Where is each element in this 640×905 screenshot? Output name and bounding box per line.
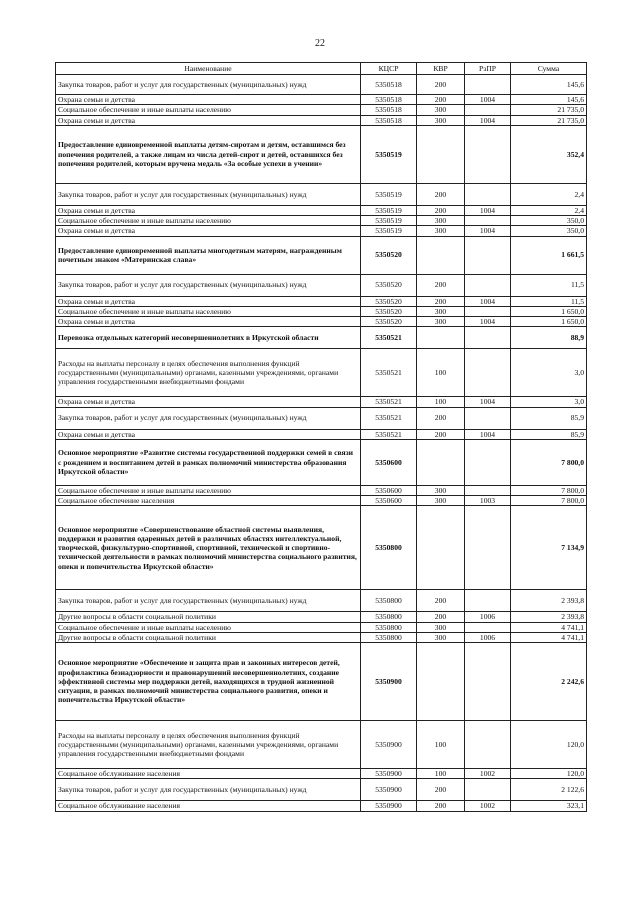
cell-sum: 4 741,1: [511, 632, 587, 642]
cell-kcsr: 5350600: [361, 485, 417, 495]
table-row: [56, 205, 587, 215]
table-row: [56, 349, 587, 397]
cell-name: Охрана семьи и детства: [56, 226, 361, 236]
cell-rzpr: [465, 407, 511, 429]
cell-sum: 1 661,5: [511, 236, 587, 274]
cell-kvr: 200: [417, 95, 465, 105]
cell-kvr: 200: [417, 75, 465, 95]
table-row: [56, 429, 587, 439]
cell-name: Охрана семьи и детства: [56, 296, 361, 306]
cell-name: Социальное обеспечение и иные выплаты населению: [56, 622, 361, 632]
table-row: [56, 306, 587, 316]
cell-name: Основное мероприятие «Развитие системы государственной поддержки семей в связи с рождением и воспитанием детей в рамках полномочий министерства образования Иркутской области»: [56, 439, 361, 485]
cell-kvr: [417, 327, 465, 349]
table-row: [56, 105, 587, 115]
cell-kcsr: 5350900: [361, 643, 417, 721]
table-row: [56, 317, 587, 327]
cell-kcsr: 5350521: [361, 349, 417, 397]
cell-kcsr: 5350800: [361, 506, 417, 590]
cell-rzpr: [465, 622, 511, 632]
cell-name: Основное мероприятие «Совершенствование областной системы выявления, поддержки и развития одаренных детей в различных областях интеллектуальной, творческой, физкультурно-спортивной, спортивной, технической и спортивно-технической деятельности в рамках полномочий министерства социального развития, опеки и попечительства Иркутской области»: [56, 506, 361, 590]
table-row: [56, 643, 587, 721]
cell-kvr: 200: [417, 205, 465, 215]
table-row: [56, 769, 587, 779]
table-row: [56, 590, 587, 612]
cell-name: Социальное обеспечение и иные выплаты населению: [56, 485, 361, 495]
cell-kcsr: 5350521: [361, 397, 417, 407]
cell-kcsr: 5350521: [361, 327, 417, 349]
cell-kvr: 200: [417, 183, 465, 205]
cell-kvr: [417, 125, 465, 183]
table-row: [56, 485, 587, 495]
cell-rzpr: [465, 236, 511, 274]
cell-name: Другие вопросы в области социальной политики: [56, 632, 361, 642]
cell-name: Расходы на выплаты персоналу в целях обеспечения выполнения функций государственными (муниципальными) органами, казенными учреждениями, органами управления государственными внебюджетными фондами: [56, 721, 361, 769]
cell-kvr: 300: [417, 226, 465, 236]
table-header-row: [56, 63, 587, 75]
cell-kvr: 100: [417, 397, 465, 407]
cell-name: Социальное обеспечение и иные выплаты населению: [56, 216, 361, 226]
cell-kvr: 200: [417, 429, 465, 439]
cell-kcsr: 5350800: [361, 622, 417, 632]
cell-sum: 7 800,0: [511, 439, 587, 485]
budget-table: [55, 62, 587, 812]
cell-kcsr: 5350521: [361, 407, 417, 429]
cell-name: Закупка товаров, работ и услуг для государственных (муниципальных) нужд: [56, 183, 361, 205]
cell-kcsr: 5350518: [361, 75, 417, 95]
cell-kvr: 100: [417, 769, 465, 779]
cell-kcsr: 5350519: [361, 183, 417, 205]
cell-kcsr: 5350520: [361, 296, 417, 306]
cell-kcsr: 5350800: [361, 590, 417, 612]
cell-kcsr: 5350520: [361, 236, 417, 274]
table-row: [56, 95, 587, 105]
cell-kvr: 300: [417, 632, 465, 642]
cell-name: Охрана семьи и детства: [56, 317, 361, 327]
cell-sum: 350,0: [511, 226, 587, 236]
cell-kvr: 300: [417, 216, 465, 226]
cell-kvr: 300: [417, 496, 465, 506]
cell-sum: 323,1: [511, 801, 587, 811]
header-kcsr: КЦСР: [361, 63, 417, 75]
cell-rzpr: 1004: [465, 205, 511, 215]
cell-name: Перевозка отдельных категорий несовершеннолетних в Иркутской области: [56, 327, 361, 349]
cell-kcsr: 5350520: [361, 306, 417, 316]
cell-name: Закупка товаров, работ и услуг для государственных (муниципальных) нужд: [56, 590, 361, 612]
cell-kcsr: 5350600: [361, 496, 417, 506]
cell-name: Предоставление единовременной выплаты детям-сиротам и детям, оставшимся без попечения родителей, а также лицам из числа детей-сирот и детей, оставшихся без попечения родителей, которым вручена медаль «За особые успехи в учении»: [56, 125, 361, 183]
table-row: [56, 274, 587, 296]
cell-kcsr: 5350518: [361, 115, 417, 125]
cell-kvr: 100: [417, 721, 465, 769]
cell-name: Социальное обеспечение и иные выплаты населению: [56, 105, 361, 115]
cell-kvr: [417, 643, 465, 721]
cell-sum: 11,5: [511, 296, 587, 306]
cell-rzpr: [465, 105, 511, 115]
cell-rzpr: 1006: [465, 612, 511, 622]
cell-kcsr: 5350519: [361, 216, 417, 226]
cell-kcsr: 5350520: [361, 317, 417, 327]
cell-kvr: [417, 506, 465, 590]
cell-kvr: 200: [417, 612, 465, 622]
cell-rzpr: 1004: [465, 397, 511, 407]
cell-sum: 7 134,9: [511, 506, 587, 590]
cell-rzpr: 1002: [465, 769, 511, 779]
table-row: [56, 397, 587, 407]
cell-kvr: 200: [417, 296, 465, 306]
cell-name: Закупка товаров, работ и услуг для государственных (муниципальных) нужд: [56, 779, 361, 801]
cell-sum: 2 393,8: [511, 590, 587, 612]
table-row: [56, 779, 587, 801]
cell-rzpr: 1004: [465, 95, 511, 105]
cell-sum: 2 242,6: [511, 643, 587, 721]
cell-kvr: 300: [417, 306, 465, 316]
cell-rzpr: [465, 327, 511, 349]
cell-name: Социальное обеспечение населения: [56, 496, 361, 506]
cell-rzpr: [465, 643, 511, 721]
cell-sum: 2,4: [511, 205, 587, 215]
cell-name: Социальное обслуживание населения: [56, 801, 361, 811]
cell-name: Расходы на выплаты персоналу в целях обеспечения выполнения функций государственными (муниципальными) органами, казенными учреждениями, органами управления государственными внебюджетными фондами: [56, 349, 361, 397]
cell-kvr: 200: [417, 801, 465, 811]
table-row: [56, 801, 587, 811]
cell-kvr: 300: [417, 317, 465, 327]
cell-sum: 88,9: [511, 327, 587, 349]
table-row: [56, 496, 587, 506]
cell-rzpr: [465, 75, 511, 95]
cell-sum: 120,0: [511, 769, 587, 779]
table-row: [56, 439, 587, 485]
cell-kvr: 200: [417, 407, 465, 429]
cell-rzpr: [465, 125, 511, 183]
cell-kvr: 200: [417, 590, 465, 612]
cell-name: Охрана семьи и детства: [56, 429, 361, 439]
cell-sum: 21 735,0: [511, 115, 587, 125]
table-row: [56, 612, 587, 622]
cell-kvr: 200: [417, 779, 465, 801]
table-row: [56, 216, 587, 226]
cell-name: Основное мероприятие «Обеспечение и защита прав и законных интересов детей, профилактика безнадзорности и правонарушений несовершеннолетних, создание эффективной системы мер поддержки детей, находящихся в трудной жизненной ситуации, в рамках полномочий министерства социального развития, опеки и попечительства Иркутской области»: [56, 643, 361, 721]
cell-name: Предоставление единовременной выплаты многодетным матерям, награжденным почетным знаком «Материнская слава»: [56, 236, 361, 274]
cell-sum: 85,9: [511, 407, 587, 429]
cell-sum: 11,5: [511, 274, 587, 296]
table-row: [56, 236, 587, 274]
cell-rzpr: [465, 590, 511, 612]
cell-kvr: 100: [417, 349, 465, 397]
header-kvr: КВР: [417, 63, 465, 75]
cell-kcsr: 5350518: [361, 95, 417, 105]
cell-rzpr: [465, 485, 511, 495]
header-sum: Сумма: [511, 63, 587, 75]
cell-sum: 120,0: [511, 721, 587, 769]
cell-sum: 2,4: [511, 183, 587, 205]
table-row: [56, 296, 587, 306]
cell-sum: 21 735,0: [511, 105, 587, 115]
cell-rzpr: 1002: [465, 801, 511, 811]
cell-sum: 85,9: [511, 429, 587, 439]
cell-name: Охрана семьи и детства: [56, 95, 361, 105]
table-row: [56, 327, 587, 349]
cell-kcsr: 5350800: [361, 632, 417, 642]
cell-kcsr: 5350900: [361, 801, 417, 811]
cell-kvr: [417, 439, 465, 485]
cell-name: Охрана семьи и детства: [56, 205, 361, 215]
cell-sum: 145,6: [511, 95, 587, 105]
cell-sum: 1 650,0: [511, 317, 587, 327]
cell-sum: 2 393,8: [511, 612, 587, 622]
cell-kcsr: 5350600: [361, 439, 417, 485]
cell-name: Закупка товаров, работ и услуг для государственных (муниципальных) нужд: [56, 407, 361, 429]
cell-rzpr: [465, 274, 511, 296]
cell-kvr: 300: [417, 105, 465, 115]
cell-kcsr: 5350518: [361, 105, 417, 115]
cell-kcsr: 5350900: [361, 779, 417, 801]
cell-kvr: 200: [417, 274, 465, 296]
cell-kvr: 300: [417, 622, 465, 632]
cell-kvr: [417, 236, 465, 274]
table-row: [56, 506, 587, 590]
cell-sum: 3,0: [511, 397, 587, 407]
cell-kcsr: 5350521: [361, 429, 417, 439]
cell-kcsr: 5350900: [361, 769, 417, 779]
cell-kcsr: 5350519: [361, 205, 417, 215]
cell-sum: 2 122,6: [511, 779, 587, 801]
page-number: 22: [315, 38, 325, 49]
cell-name: Охрана семьи и детства: [56, 115, 361, 125]
cell-rzpr: [465, 439, 511, 485]
cell-rzpr: 1003: [465, 496, 511, 506]
cell-kcsr: 5350800: [361, 612, 417, 622]
cell-rzpr: [465, 216, 511, 226]
cell-sum: 4 741,1: [511, 622, 587, 632]
cell-rzpr: 1004: [465, 429, 511, 439]
cell-name: Другие вопросы в области социальной политики: [56, 612, 361, 622]
cell-sum: 352,4: [511, 125, 587, 183]
table-row: [56, 115, 587, 125]
cell-sum: 7 800,0: [511, 496, 587, 506]
cell-rzpr: 1004: [465, 296, 511, 306]
cell-sum: 350,0: [511, 216, 587, 226]
cell-sum: 7 800,0: [511, 485, 587, 495]
cell-name: Закупка товаров, работ и услуг для государственных (муниципальных) нужд: [56, 274, 361, 296]
cell-kcsr: 5350519: [361, 226, 417, 236]
cell-sum: 3,0: [511, 349, 587, 397]
header-rzpr: РзПР: [465, 63, 511, 75]
cell-kcsr: 5350520: [361, 274, 417, 296]
cell-name: Закупка товаров, работ и услуг для государственных (муниципальных) нужд: [56, 75, 361, 95]
cell-rzpr: 1004: [465, 317, 511, 327]
cell-name: Социальное обеспечение и иные выплаты населению: [56, 306, 361, 316]
cell-rzpr: [465, 721, 511, 769]
table-row: [56, 226, 587, 236]
table-row: [56, 721, 587, 769]
table-row: [56, 632, 587, 642]
cell-rzpr: [465, 779, 511, 801]
cell-rzpr: 1004: [465, 115, 511, 125]
cell-name: Социальное обслуживание населения: [56, 769, 361, 779]
table-row: [56, 125, 587, 183]
cell-rzpr: [465, 506, 511, 590]
header-name: Наименование: [56, 63, 361, 75]
cell-rzpr: 1004: [465, 226, 511, 236]
table-row: [56, 622, 587, 632]
cell-kvr: 300: [417, 115, 465, 125]
table-row: [56, 183, 587, 205]
table-row: [56, 407, 587, 429]
table-row: [56, 75, 587, 95]
table-body: [56, 75, 587, 812]
cell-kcsr: 5350900: [361, 721, 417, 769]
cell-rzpr: [465, 349, 511, 397]
cell-rzpr: 1006: [465, 632, 511, 642]
cell-sum: 145,6: [511, 75, 587, 95]
cell-rzpr: [465, 306, 511, 316]
cell-kcsr: 5350519: [361, 125, 417, 183]
cell-kvr: 300: [417, 485, 465, 495]
cell-name: Охрана семьи и детства: [56, 397, 361, 407]
cell-rzpr: [465, 183, 511, 205]
cell-sum: 1 650,0: [511, 306, 587, 316]
